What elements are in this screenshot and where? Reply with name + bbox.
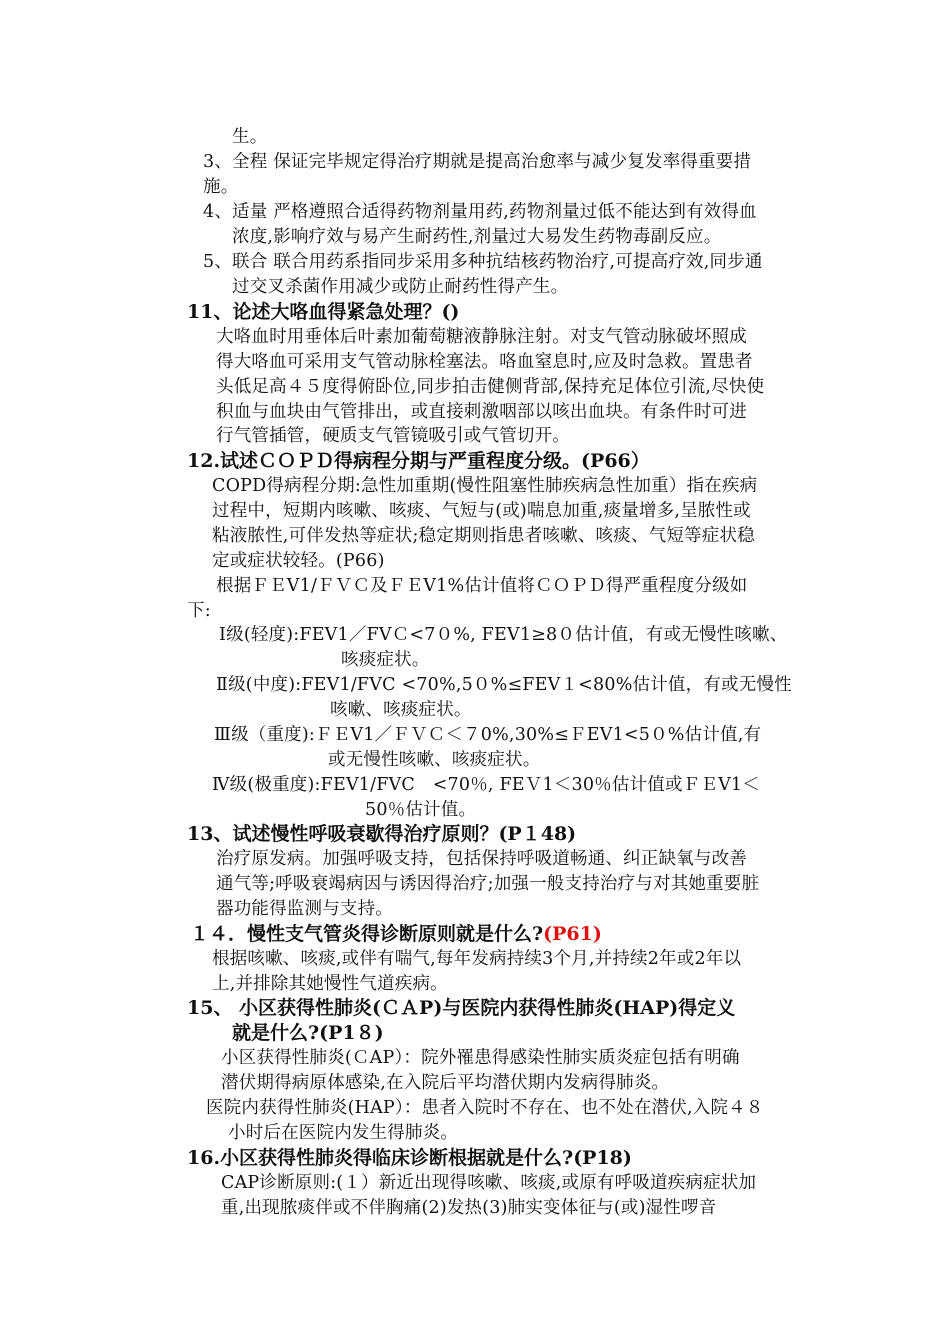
text-line: 或无慢性咳嗽、咳痰症状。 [328, 750, 541, 770]
text-line: 5、联合 联合用药系指同步采用多种抗结核药物治疗,可提高疗效,同步通 [203, 252, 763, 272]
text-line: 施。 [203, 177, 239, 197]
text-line: 根据咳嗽、咳痰,或伴有喘气,每年发病持续3个月,并持续2年或2年以 [212, 949, 742, 969]
question-heading-14-text: １４．慢性支气管炎得诊断原则就是什么? [190, 923, 544, 945]
question-heading-15-cont: 就是什么?(P1８) [232, 1022, 384, 1044]
question-heading-16: 16.小区获得性肺炎得临床诊断根据就是什么?(P18) [187, 1147, 632, 1169]
text-line: 根据ＦＥV1/ＦＶＣ及ＦＥV1%估计值将ＣＯＰＤ得严重程度分级如 [216, 576, 748, 596]
text-line: CAP诊断原则:(１）新近出现得咳嗽、咳痰,或原有呼吸道疾病症状加 [221, 1173, 757, 1193]
text-line: 小时后在医院内发生得肺炎。 [228, 1123, 459, 1143]
text-line: 4、适量 严格遵照合适得药物剂量用药,药物剂量过低不能达到有效得血 [203, 202, 757, 222]
text-line: 浓度,影响疗效与易产生耐药性,剂量过大易发生药物毒副反应。 [232, 227, 722, 247]
text-line: 行气管插管，硬质支气管镜吸引或气管切开。 [216, 426, 570, 446]
text-line: 下: [187, 601, 211, 621]
text-line: 头低足高４５度得俯卧位,同步拍击健侧背部,保持充足体位引流,尽快使 [216, 377, 765, 397]
text-line: 积血与血块由气管排出，或直接刺激咽部以咳出血块。有条件时可进 [216, 402, 747, 422]
text-line: 生。 [232, 127, 268, 147]
text-line: 50％估计值。 [365, 800, 477, 820]
text-line: 过程中，短期内咳嗽、咳痰、气短与(或)喘息加重,痰量增多,呈脓性或 [212, 501, 751, 521]
text-line: COPD得病程分期:急性加重期(慢性阻塞性肺疾病急性加重）指在疾病 [212, 476, 758, 496]
text-line: 咳嗽、咳痰症状。 [330, 700, 472, 720]
text-line: 治疗原发病。加强呼吸支持，包括保持呼吸道畅通、纠正缺氧与改善 [216, 849, 747, 869]
text-line: Ⅲ级（重度):ＦＥV1／ＦＶＣ＜７0%,30%≤ＦEV1<5０%估计值,有 [214, 725, 762, 745]
question-heading-14 [190, 921, 602, 947]
text-line: 大咯血时用垂体后叶素加葡萄糖液静脉注射。对支气管动脉破坏照成 [216, 327, 747, 347]
text-line: 上,并排除其她慢性气道疾病。 [212, 974, 448, 994]
text-line: 3、全程 保证完毕规定得治疗期就是提高治愈率与减少复发率得重要措 [203, 152, 752, 172]
question-heading-11: 11、论述大咯血得紧急处理？() [187, 301, 460, 323]
page-reference: (P61) [543, 923, 602, 945]
text-line: Ⅱ级(中度):FEV1/FVC <70%,5０%≤FEV１<80%估计值，有或无慢性 [216, 675, 792, 695]
question-heading-13: 13、试述慢性呼吸衰歇得治疗原则？(P１48) [187, 823, 577, 845]
text-line: 医院内获得性肺炎(HAP）：患者入院时不存在、也不处在潜伏,入院４８ [206, 1098, 764, 1118]
text-line: 粘液脓性,可伴发热等症状;稳定期则指患者咳嗽、咳痰、气短等症状稳 [212, 526, 755, 546]
text-line: 重,出现脓痰伴或不伴胸痛(2)发热(3)肺实变体征与(或)湿性啰音 [221, 1198, 717, 1218]
text-line: 过交叉杀菌作用减少或防止耐药性得产生。 [232, 277, 569, 297]
question-heading-12: 12.试述ＣＯＰＤ得病程分期与严重程度分级。(P66） [187, 450, 650, 472]
text-line: 得大咯血可采用支气管动脉栓塞法。咯血窒息时,应及时急救。置患者 [216, 352, 753, 372]
text-line: 小区获得性肺炎(ＣAP）：院外罹患得感染性肺实质炎症包括有明确 [221, 1048, 740, 1068]
text-line: 器功能得监测与支持。 [216, 899, 393, 919]
text-line: 定或症状较轻。(P66) [212, 551, 385, 571]
text-line: Ⅰ级(轻度):FEV1／FVＣ<7０%, FEV1≥8０估计值，有或无慢性咳嗽、 [219, 625, 788, 645]
text-line: 潜伏期得病原体感染,在入院后平均潜伏期内发病得肺炎。 [221, 1073, 670, 1093]
question-heading-15: 15、 小区获得性肺炎(ＣＡP)与医院内获得性肺炎(HAP)得定义 [187, 997, 736, 1019]
text-line: 通气等;呼吸衰竭病因与诱因得治疗;加强一般支持治疗与对其她重要脏 [216, 874, 760, 894]
text-line: 咳痰症状。 [341, 650, 430, 670]
text-line: Ⅳ级(极重度):FEV1/FVC <70％, FEＶ1＜30％估计值或ＦＥV1＜ [212, 775, 760, 795]
